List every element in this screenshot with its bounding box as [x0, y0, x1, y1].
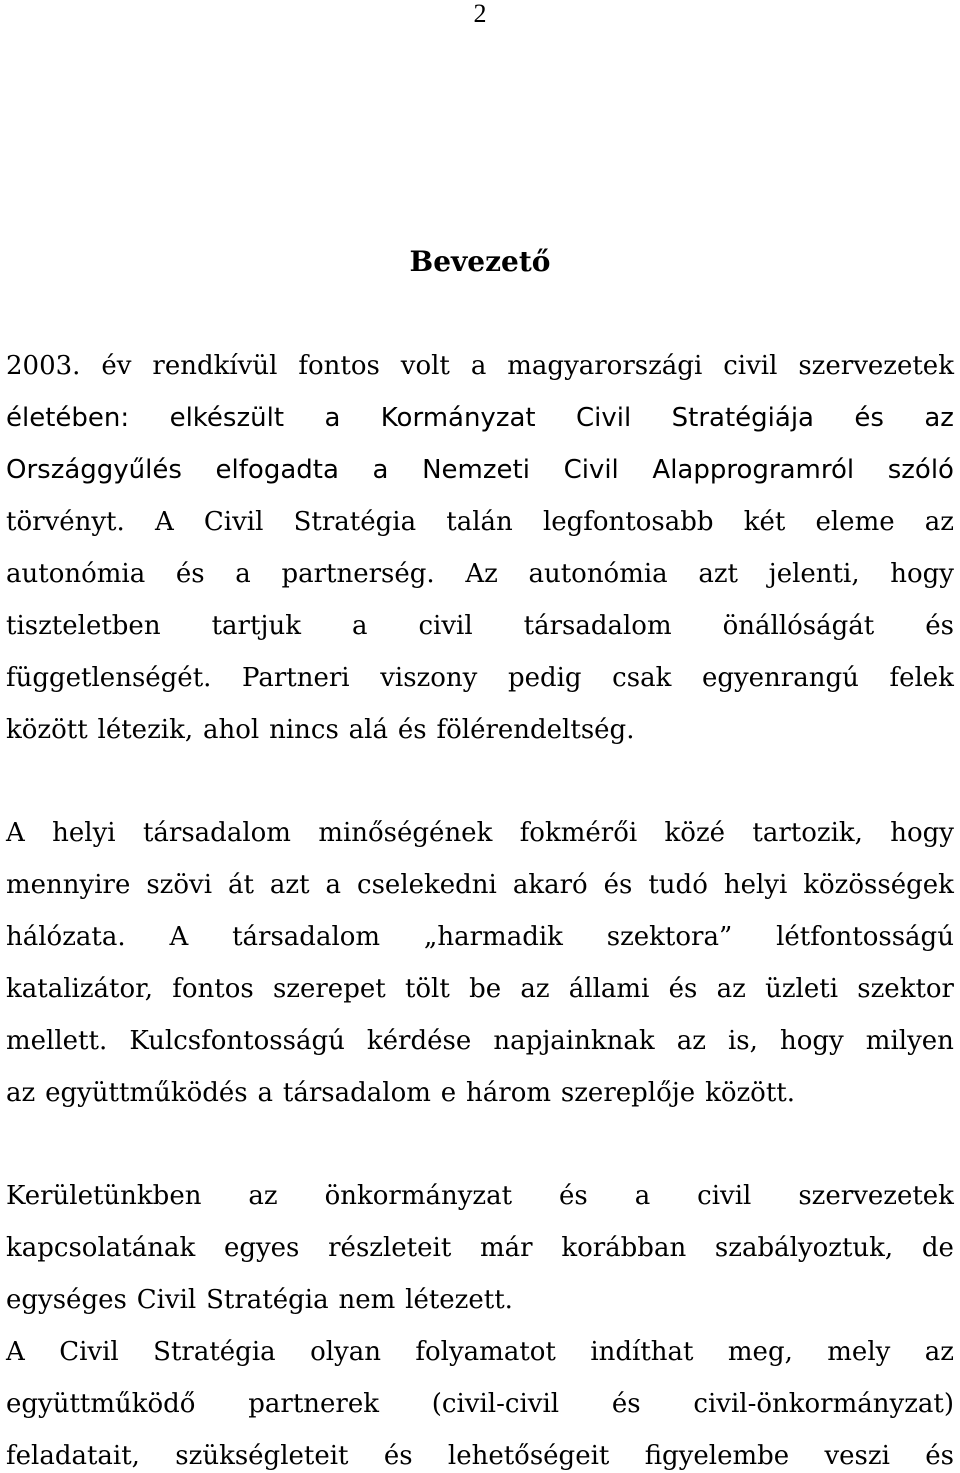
word: de [921, 1233, 954, 1263]
word: szektora” [606, 922, 733, 952]
word: partnerek [248, 1389, 379, 1419]
word: partnerség. [281, 559, 435, 589]
word: felek [889, 663, 954, 693]
word: a [470, 351, 487, 381]
word: hogy [779, 1026, 844, 1056]
word: magyarországi [507, 351, 703, 381]
word: szabályoztuk, [714, 1233, 894, 1263]
word: szervezetek [798, 351, 954, 381]
word: 2003. [6, 351, 81, 381]
word: akaró [512, 870, 588, 900]
word: az [924, 403, 954, 433]
word: is, [727, 1026, 758, 1056]
word: szövi [146, 870, 213, 900]
word: és [383, 1441, 413, 1471]
text-line [6, 1024, 954, 1058]
word: két [743, 507, 786, 537]
word: társadalom [523, 611, 672, 641]
word: civil [723, 351, 778, 381]
word: volt [400, 351, 450, 381]
word: viszony [380, 663, 478, 693]
word: (civil-civil [431, 1389, 560, 1419]
word: „harmadik [423, 922, 563, 952]
word: e [440, 1078, 457, 1108]
word: függetlenségét. [6, 663, 212, 693]
word: és [559, 1181, 588, 1211]
word: alá [348, 715, 388, 745]
word: és [668, 974, 698, 1004]
word: mellett. [6, 1026, 108, 1056]
word: elkészült [169, 403, 285, 433]
word: be [469, 974, 502, 1004]
word: tudó [648, 870, 708, 900]
word: elfogadta [215, 455, 339, 485]
word: kapcsolatának [6, 1233, 196, 1263]
word: Kerületünkben [6, 1181, 202, 1211]
word: katalizátor, [6, 974, 153, 1004]
text-line [6, 713, 954, 747]
text-line [6, 1179, 954, 1213]
word: autonómia [528, 559, 668, 589]
word: létfontosságú [776, 922, 954, 952]
word: minőségének [318, 818, 493, 848]
word: rendkívül [152, 351, 278, 381]
word: együttműködés [45, 1078, 248, 1108]
word: figyelembe [644, 1441, 790, 1471]
word: mely [827, 1337, 891, 1367]
word: hogy [890, 559, 954, 589]
word: az [248, 1181, 278, 1211]
word: Stratégia [206, 1285, 329, 1315]
word: három [466, 1078, 552, 1108]
word: egyenrangú [701, 663, 859, 693]
word: fokmérői [519, 818, 638, 848]
word: Kormányzat [380, 403, 536, 433]
word: cselekedni [357, 870, 497, 900]
word: tiszteletben [6, 611, 161, 641]
word: Partneri [242, 663, 350, 693]
word: Alapprogramról [652, 455, 855, 485]
word: és [925, 1441, 954, 1471]
word: a [257, 1078, 274, 1108]
word: eleme [815, 507, 895, 537]
word: napjainknak [493, 1026, 655, 1056]
word: talán [446, 507, 513, 537]
text-line [6, 505, 954, 539]
text-line [6, 972, 954, 1006]
word: lehetőségeit [447, 1441, 610, 1471]
word: jelenti, [768, 559, 860, 589]
word: Nemzeti [422, 455, 530, 485]
word: helyi [52, 818, 116, 848]
word: azt [698, 559, 738, 589]
word: és [854, 403, 884, 433]
word: Országgyűlés [6, 455, 182, 485]
text-line [6, 1076, 954, 1110]
text-line [6, 557, 954, 591]
text-line [6, 868, 954, 902]
word: és [611, 1389, 641, 1419]
word: szerepet [272, 974, 386, 1004]
word: törvényt. [6, 507, 125, 537]
word: egyes [223, 1233, 300, 1263]
text-line [6, 1335, 954, 1369]
word: a [634, 1181, 651, 1211]
word: civil [697, 1181, 752, 1211]
word: át [228, 870, 254, 900]
word: folyamatot [415, 1337, 556, 1367]
word: Civil [136, 1285, 197, 1315]
word: már [480, 1233, 533, 1263]
word: helyi [723, 870, 788, 900]
text-line [6, 920, 954, 954]
word: az [924, 1337, 954, 1367]
word: fontos [172, 974, 254, 1004]
word: A [154, 507, 174, 537]
word: Kulcsfontosságú [129, 1026, 345, 1056]
text-line [6, 1439, 954, 1473]
word: Civil [59, 1337, 119, 1367]
word: szóló [887, 455, 954, 485]
word: a [372, 455, 389, 485]
word: önállóságát [722, 611, 875, 641]
word: és [925, 611, 954, 641]
word: életében: [6, 403, 130, 433]
word: év [101, 351, 132, 381]
word: részleteit [328, 1233, 452, 1263]
word: hogy [890, 818, 954, 848]
word: A [6, 1337, 25, 1367]
word: szükségleteit [175, 1441, 349, 1471]
word: hálózata. [6, 922, 126, 952]
word: társadalom [232, 922, 381, 952]
word: közösségek [803, 870, 954, 900]
word: az [6, 1078, 36, 1108]
text-line [6, 401, 954, 435]
word: Civil [576, 403, 632, 433]
text-line [6, 609, 954, 643]
word: csak [612, 663, 672, 693]
word: meg, [727, 1337, 793, 1367]
word: A [6, 818, 25, 848]
word: ahol [202, 715, 260, 745]
word: a [324, 403, 341, 433]
text-line [6, 816, 954, 850]
page-number: 2 [473, 0, 487, 28]
word: között [6, 715, 88, 745]
word: tartozik, [752, 818, 863, 848]
word: létezett. [405, 1285, 513, 1315]
word: szereplője [560, 1078, 696, 1108]
word: nincs [269, 715, 339, 745]
word: az [924, 507, 954, 537]
word: Stratégia [153, 1337, 276, 1367]
word: pedig [507, 663, 582, 693]
word: társadalom [142, 818, 291, 848]
word: korábban [561, 1233, 687, 1263]
word: A [169, 922, 189, 952]
word: feladatait, [6, 1441, 140, 1471]
word: Civil [563, 455, 619, 485]
word: az [676, 1026, 706, 1056]
word: együttműködő [6, 1389, 196, 1419]
word: fölérendeltség. [436, 715, 635, 745]
word: üzleti [765, 974, 839, 1004]
word: nem [338, 1285, 396, 1315]
word: milyen [865, 1026, 954, 1056]
text-line [6, 1231, 954, 1265]
word: állami [568, 974, 650, 1004]
word: Az [465, 559, 498, 589]
text-line [6, 453, 954, 487]
word: olyan [310, 1337, 381, 1367]
word: veszi [824, 1441, 890, 1471]
word: az [520, 974, 550, 1004]
word: azt [269, 870, 310, 900]
word: és [603, 870, 633, 900]
word: tölt [404, 974, 450, 1004]
word: civil [418, 611, 473, 641]
word: között. [705, 1078, 795, 1108]
word: egységes [6, 1285, 127, 1315]
text-line [6, 349, 954, 383]
word: legfontosabb [542, 507, 714, 537]
word: és [175, 559, 205, 589]
word: Stratégia [293, 507, 417, 537]
word: szektor [857, 974, 954, 1004]
section-title: Bevezető [409, 245, 551, 278]
text-line [6, 1387, 954, 1421]
word: kérdése [366, 1026, 472, 1056]
word: autonómia [6, 559, 146, 589]
word: közé [664, 818, 726, 848]
word: indíthat [590, 1337, 694, 1367]
word: társadalom [282, 1078, 431, 1108]
word: szervezetek [798, 1181, 954, 1211]
word: Stratégiája [671, 403, 814, 433]
word: civil-önkormányzat) [693, 1389, 954, 1419]
word: fontos [298, 351, 380, 381]
word: mennyire [6, 870, 131, 900]
word: a [351, 611, 368, 641]
word: a [325, 870, 342, 900]
word: és [397, 715, 427, 745]
word: Civil [203, 507, 264, 537]
word: létezik, [97, 715, 194, 745]
word: az [716, 974, 746, 1004]
word: a [235, 559, 251, 589]
word: tartjuk [211, 611, 301, 641]
text-line [6, 661, 954, 695]
word: önkormányzat [324, 1181, 513, 1211]
text-line [6, 1283, 954, 1317]
